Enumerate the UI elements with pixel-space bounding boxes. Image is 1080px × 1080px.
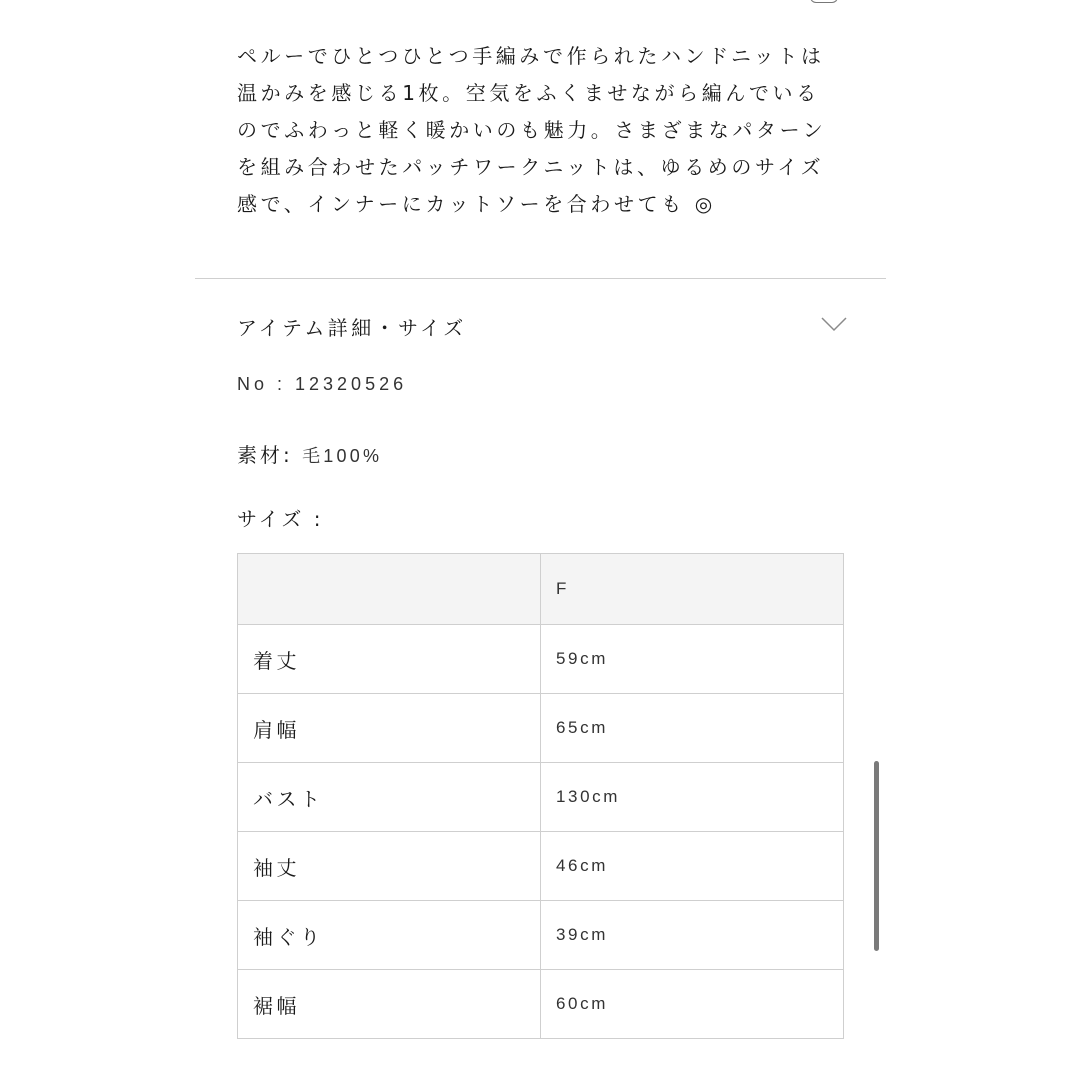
row-label: 着丈 (238, 625, 541, 694)
description-line: を組み合わせたパッチワークニットは、ゆるめのサイズ (237, 155, 825, 179)
row-label: バスト (238, 763, 541, 832)
table-row (238, 694, 844, 763)
row-value: 39cm (541, 901, 844, 970)
size-table-header (238, 554, 844, 625)
material-label: 素材: (237, 443, 303, 467)
row-value: 59cm (541, 625, 844, 694)
size-label: サイズ : (237, 507, 324, 531)
table-row (238, 832, 844, 901)
section-title: アイテム詳細・サイズ (237, 316, 467, 340)
table-row (238, 970, 844, 1039)
row-value: 46cm (541, 832, 844, 901)
row-label: 袖丈 (238, 832, 541, 901)
row-label: 肩幅 (238, 694, 541, 763)
chevron-down-icon[interactable] (821, 316, 847, 332)
material-line (237, 439, 382, 468)
section-divider (195, 278, 886, 279)
row-value: 60cm (541, 970, 844, 1039)
item-number: No : 12320526 (237, 374, 408, 394)
size-table (237, 553, 844, 1039)
item-details-accordion-toggle[interactable] (237, 308, 847, 348)
table-row (238, 763, 844, 832)
table-row (238, 625, 844, 694)
scrollbar-thumb[interactable] (874, 761, 879, 951)
table-row (238, 901, 844, 970)
description-line: ペルーでひとつひとつ手編みで作られたハンドニットは (237, 44, 825, 68)
row-value: 130cm (541, 763, 844, 832)
description-line: 感で、インナーにカットソーを合わせても ◎ (237, 192, 716, 216)
material-value: 毛100% (302, 446, 383, 466)
description-line: のでふわっと軽く暖かいのも魅力。さまざまなパターン (237, 118, 827, 142)
row-label: 裾幅 (238, 970, 541, 1039)
partial-icon-top (810, 0, 838, 3)
row-label: 袖ぐり (238, 901, 541, 970)
product-description (237, 38, 857, 223)
description-line: 温かみを感じる1枚。空気をふくませながら編んでいる (237, 81, 820, 105)
row-value: 65cm (541, 694, 844, 763)
header-cell-empty (238, 554, 541, 625)
header-cell-size: F (541, 554, 844, 625)
